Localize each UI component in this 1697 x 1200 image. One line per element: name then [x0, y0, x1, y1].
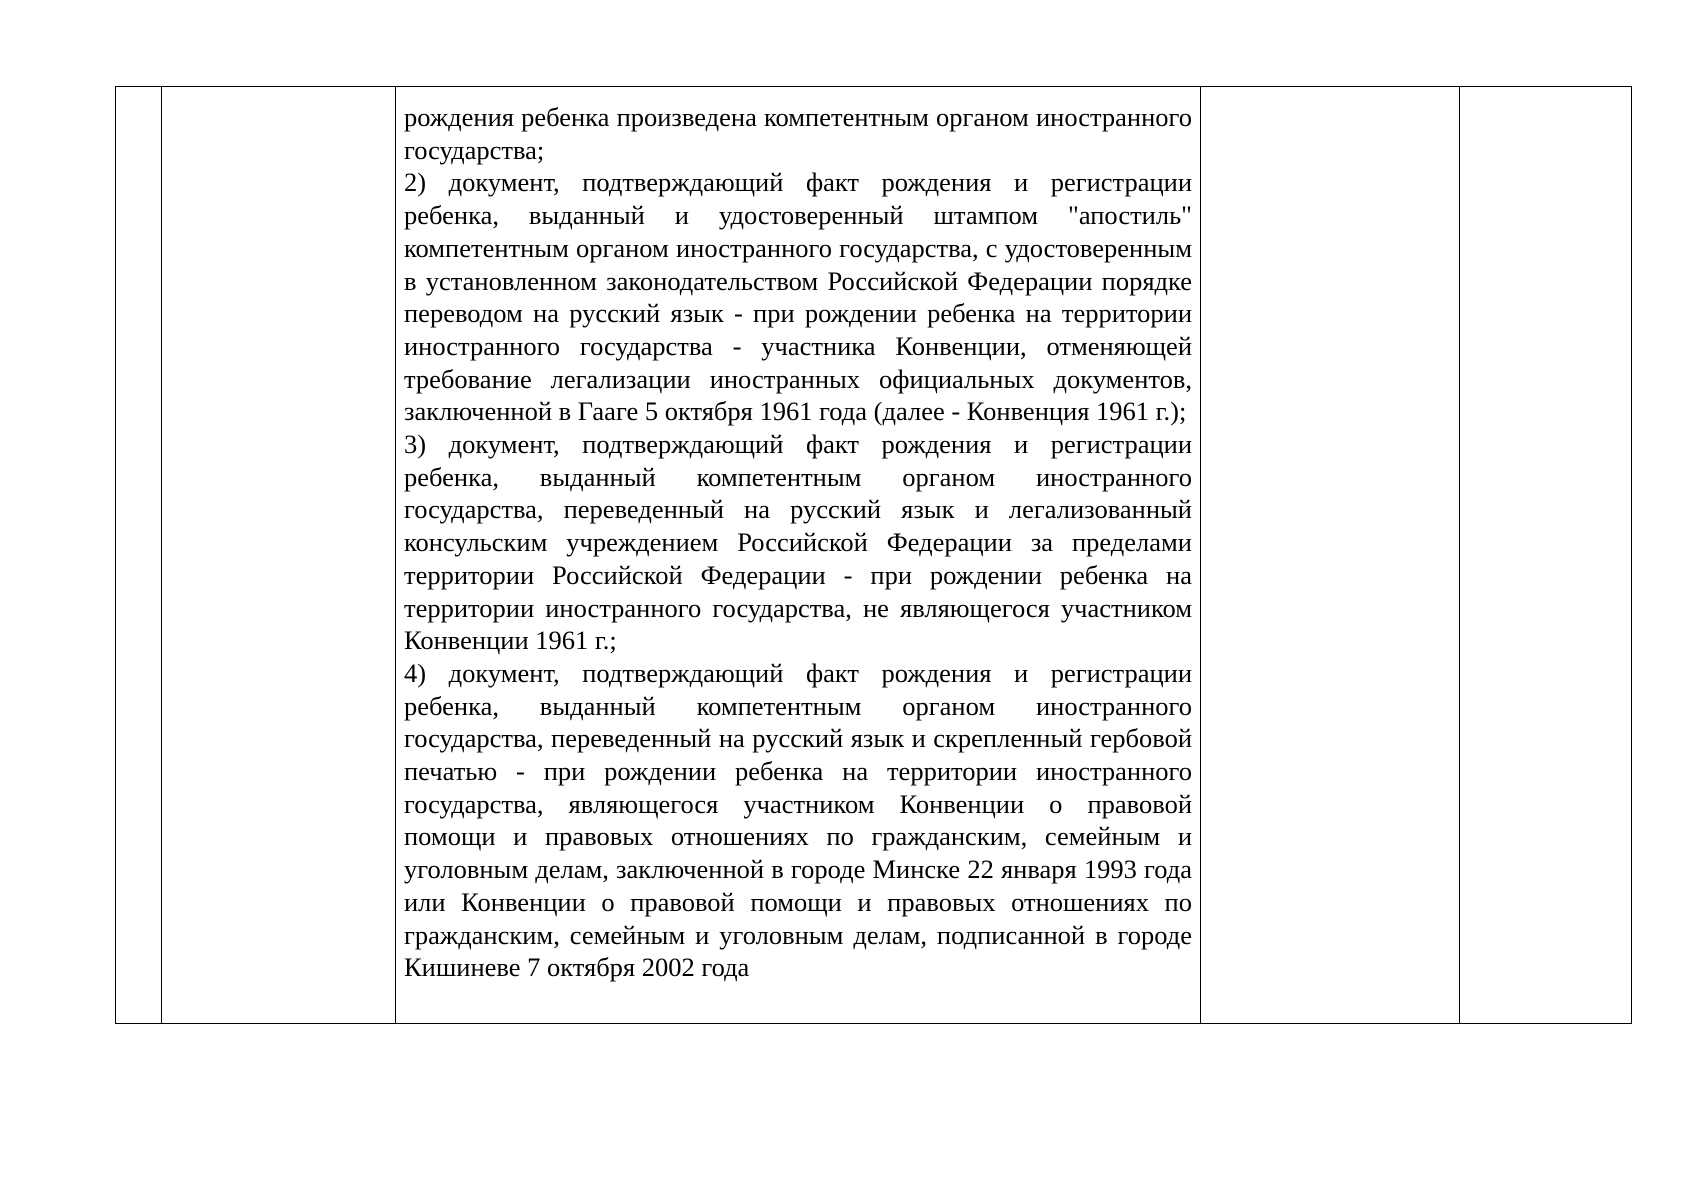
- paragraph-item-4: 4) документ, подтверждающий факт рождения и регистрации ребенка, выданный компетентным органом иностранного государства, переведенный на русский язык и скрепленный гербовой печатью - при рождении ребенка на территории иностранного государства, являющегося участником Конвенции о правовой помощи и правовых отношениях по гражданским, семейным и уголовным делам, заключенной в городе Минске 22 января 1993 года или Конвенции о правовой помощи и правовых отношениях по гражданским, семейным и уголовным делам, подписанной в городе Кишиневе 7 октября 2002 года: [404, 657, 1192, 983]
- number-cell: [116, 87, 162, 1024]
- documents-cell: [396, 87, 1201, 1024]
- empty-cell-4: [1201, 87, 1460, 1024]
- requirements-table: [115, 86, 1632, 1024]
- name-cell: [162, 87, 396, 1024]
- table-row: [116, 87, 1632, 1024]
- paragraph-item-3: 3) документ, подтверждающий факт рождения и регистрации ребенка, выданный компетентным органом иностранного государства, переведенный на русский язык и легализованный консульским учреждением Российской Федерации за пределами территории Российской Федерации - при рождении ребенка на территории иностранного государства, не являющегося участником Конвенции 1961 г.;: [404, 429, 1192, 656]
- paragraph-item-2: 2) документ, подтверждающий факт рождения и регистрации ребенка, выданный и удостоверенный штампом "апостиль" компетентным органом иностранного государства, с удостоверенным в установленном законодательством Российской Федерации порядке переводом на русский язык - при рождении ребенка на территории иностранного государства - участника Конвенции, отменяющей требование легализации иностранных официальных документов, заключенной в Гааге 5 октября 1961 года (далее - Конвенция 1961 г.);: [404, 167, 1192, 427]
- empty-cell-5: [1460, 87, 1632, 1024]
- paragraph-continuation: рождения ребенка произведена компетентным органом иностранного государства;: [404, 102, 1192, 165]
